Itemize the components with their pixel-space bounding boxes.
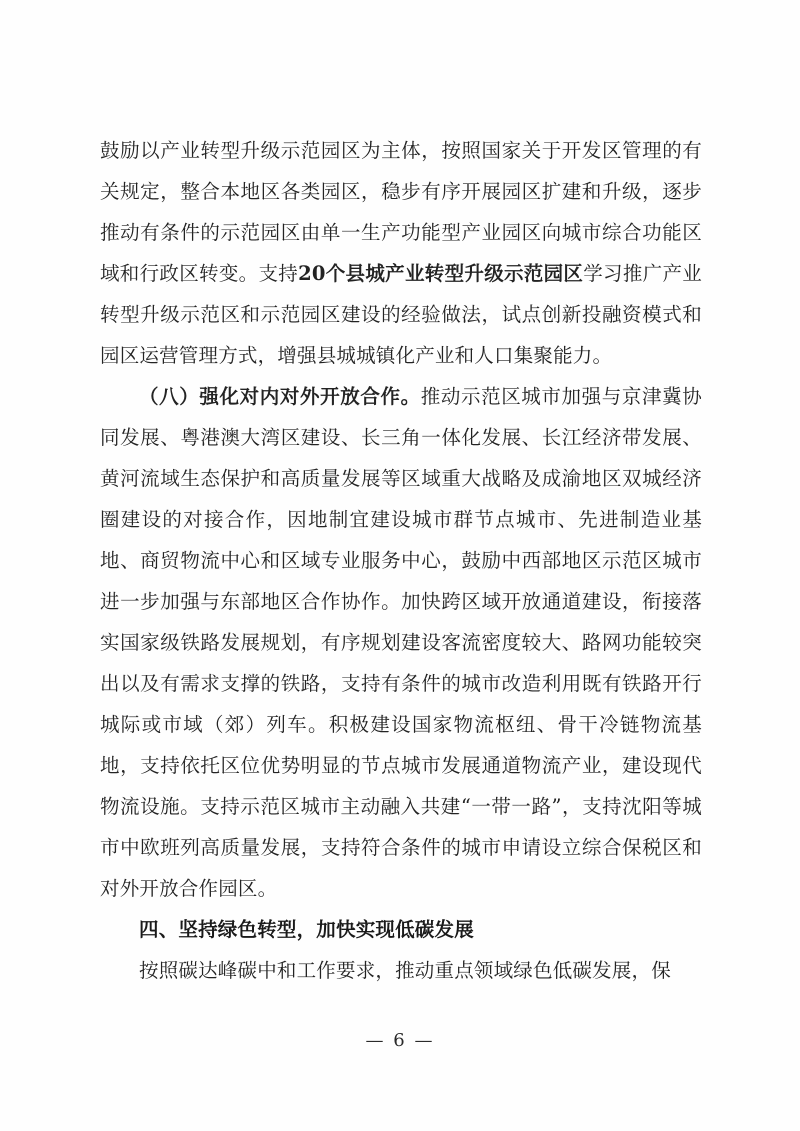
- paragraph-3: 按照碳达峰碳中和工作要求，推动重点领域绿色低碳发展，保: [139, 959, 671, 982]
- paragraph-1-run-4: 学习推广产业转型升级示范区和示范园区建设的经验做法，试点创新投融资模式和园区运营管理方式，增强县城城镇化产业和人口集聚能力。: [100, 262, 702, 367]
- paragraph-2-body: 推动示范区城市加强与京津冀协同发展、粤港澳大湾区建设、长三角一体化发展、长江经济带发展、黄河流域生态保护和高质量发展等区域重大战略及成渝地区双城经济圈建设的对接合作，因地制宜建设城市群节点城市、先进制造业基地、商贸物流中心和区域专业服务中心，鼓励中西部地区示范区城市进一步加强与东部地区合作协作。加快跨区域开放通道建设，衔接落实国家级铁路发展规划，有序规划建设客流密度较大、路网功能较突出以及有需求支撑的铁路，支持有条件的城市改造利用既有铁路开行城际或市域（郊）列车。积极建设国家物流枢纽、骨干冷链物流基地，支持依托区位优势明显的节点城市发展通道物流产业，建设现代物流设施。支持示范区城市主动融入共建“一带一路”，支持沈阳等城市中欧班列高质量发展，支持符合条件的城市申请设立综合保税区和对外开放合作园区。: [100, 385, 702, 900]
- page-content: [100, 130, 702, 991]
- paragraph-1-run-2: 20: [298, 262, 326, 285]
- paragraph-2-subheading: （八）强化对内对外开放合作。: [139, 385, 421, 408]
- section-heading: 四、坚持绿色转型，加快实现低碳发展: [139, 918, 474, 941]
- page-number: — 6 —: [365, 1030, 435, 1051]
- paragraph-2: [100, 376, 702, 909]
- paragraph-1: [100, 130, 702, 376]
- paragraph-1-run-1: 鼓励以产业转型升级示范园区为主体，按照国家关于开发区管理的有关规定，整合本地区各类园区，稳步有序开展园区扩建和升级，逐步推动有条件的示范园区由单一生产功能型产业园区向城市综合功能区域和行政区转变。支持: [100, 139, 702, 285]
- paragraph-1-run-3: 个县城产业转型升级示范园区: [325, 262, 584, 285]
